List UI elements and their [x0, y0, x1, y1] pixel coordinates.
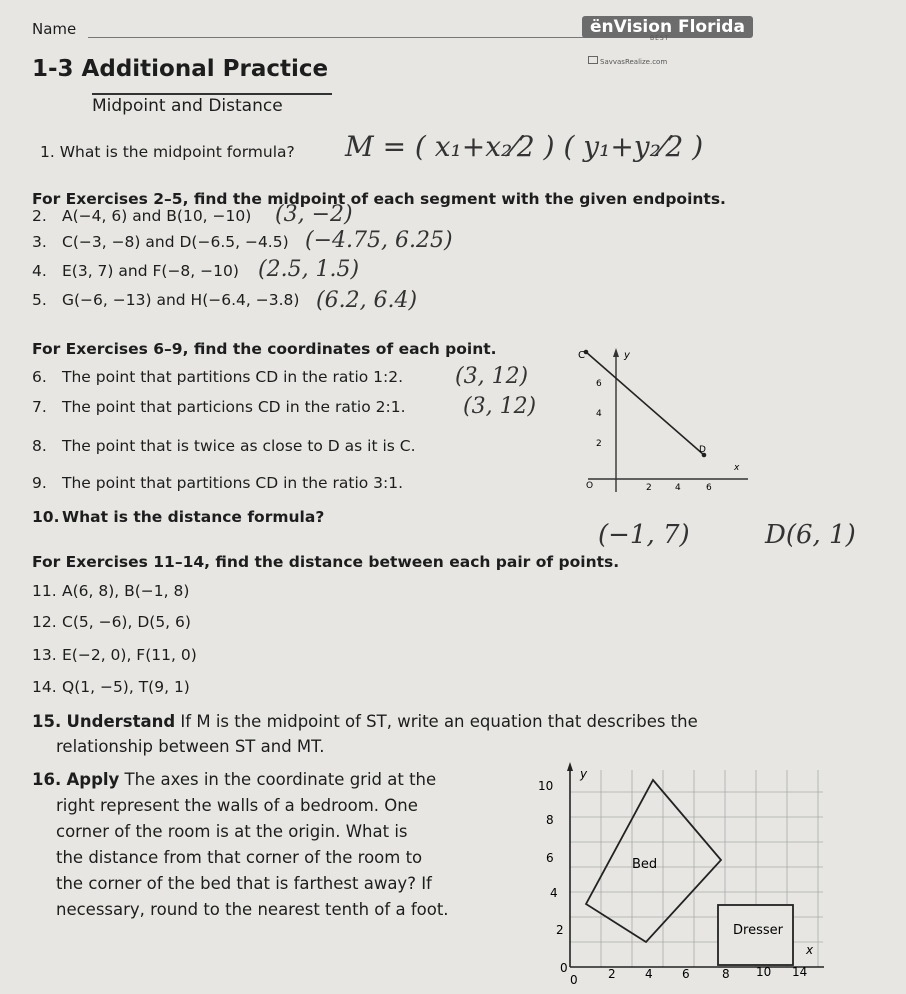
q16-line2: corner of the room is at the origin. What is — [56, 822, 408, 841]
label-bed: Bed — [632, 857, 658, 872]
y-tick-10: 10 — [538, 779, 554, 793]
instructions-11-14: For Exercises 11–14, find the distance between each pair of points. — [32, 553, 620, 571]
y-arrow — [567, 762, 573, 771]
x-tick-8: 8 — [722, 967, 730, 981]
q7-number: 7. — [32, 398, 47, 416]
x-tick-14: 14 — [792, 965, 808, 979]
q2-text: A(−4, 6) and B(10, −10) — [62, 207, 252, 225]
x-tick-6: 6 — [682, 967, 690, 981]
q5-number: 5. — [32, 291, 47, 309]
bedroom-grid — [528, 762, 828, 988]
q15-number: 15. — [32, 712, 62, 731]
instructions-6-9: For Exercises 6–9, find the coordinates of each point. — [32, 340, 497, 358]
y-tick-4: 4 — [596, 409, 602, 419]
page-title: 1-3 Additional Practice — [32, 56, 329, 82]
segment-cd-graph — [568, 342, 758, 500]
page-subtitle: Midpoint and Distance — [92, 96, 283, 116]
q3-text: C(−3, −8) and D(−6.5, −4.5) — [62, 233, 289, 251]
q16-line0: The axes in the coordinate grid at the — [124, 770, 437, 789]
q10-text: What is the distance formula? — [62, 508, 325, 526]
y-tick-2: 2 — [556, 923, 564, 937]
y-tick-6: 6 — [596, 379, 602, 389]
q1-text: What is the midpoint formula? — [59, 143, 295, 161]
title-rule — [92, 93, 332, 95]
segment-cd — [586, 352, 704, 455]
label-x: x — [806, 943, 814, 957]
origin-label: 0 — [560, 961, 568, 975]
name-label: Name — [32, 20, 77, 38]
q4-number: 4. — [32, 262, 47, 280]
q6-number: 6. — [32, 368, 47, 386]
q14-text: Q(1, −5), T(9, 1) — [62, 678, 190, 696]
q7-answer: (3, 12) — [463, 394, 537, 419]
label-y: y — [580, 767, 588, 781]
q15-line1: If M is the midpoint of ST, write an equation that describes the — [180, 712, 698, 731]
q5-text: G(−6, −13) and H(−6.4, −3.8) — [62, 291, 300, 309]
x-tick-10: 10 — [756, 965, 772, 979]
q16-label: Apply — [66, 770, 120, 789]
label-d: D — [699, 445, 706, 455]
q12-text: C(5, −6), D(5, 6) — [62, 613, 191, 631]
q4-text: E(3, 7) and F(−8, −10) — [62, 262, 239, 280]
instructions-2-5: For Exercises 2–5, find the midpoint of each segment with the given endpoints. — [32, 190, 726, 208]
x-tick-origin: O — [586, 481, 594, 491]
q16-line5: necessary, round to the nearest tenth of a foot. — [56, 900, 449, 919]
q1-answer: M = ( x₁+x₂⁄2 ) ( y₁+y₂⁄2 ) — [345, 130, 704, 163]
screen-icon — [588, 56, 598, 64]
q16-line4: the corner of the bed that is farthest away? If — [56, 874, 432, 893]
brand-sub: BEST — [650, 35, 670, 42]
q11-number: 11. — [32, 582, 57, 600]
label-c: C — [578, 350, 585, 361]
q16-line1: right represent the walls of a bedroom. One — [56, 796, 418, 815]
x-tick-2: 2 — [646, 483, 652, 493]
name-line — [88, 37, 588, 38]
q14-number: 14. — [32, 678, 57, 696]
website-label: SavvasRealize.com — [600, 58, 668, 66]
q8-number: 8. — [32, 437, 47, 455]
q1-number: 1. — [40, 143, 55, 161]
q4-answer: (2.5, 1.5) — [258, 257, 360, 282]
x-tick-4: 4 — [645, 967, 653, 981]
x-tick-2: 2 — [608, 967, 616, 981]
q10-answer-b: D(6, 1) — [765, 520, 856, 550]
q10-number: 10. — [32, 508, 60, 526]
q2-answer: (3, −2) — [275, 202, 353, 227]
y-tick-2: 2 — [596, 439, 602, 449]
q11-text: A(6, 8), B(−1, 8) — [62, 582, 190, 600]
question-16 — [32, 770, 436, 789]
q13-number: 13. — [32, 646, 57, 664]
q3-number: 3. — [32, 233, 47, 251]
label-dresser: Dresser — [733, 923, 783, 938]
q6-text: The point that partitions CD in the ratio 1:2. — [62, 368, 404, 386]
q16-number: 16. — [32, 770, 62, 789]
q9-text: The point that partitions CD in the ratio 3:1. — [62, 474, 404, 492]
q10-answer-a: (−1, 7) — [598, 520, 690, 550]
label-x: x — [734, 463, 740, 473]
q16-line3: the distance from that corner of the room to — [56, 848, 423, 867]
y-arrow — [613, 348, 619, 357]
brand-logo: ënVision Florida — [582, 16, 753, 38]
x-tick-0: 0 — [570, 973, 578, 987]
question-15 — [32, 712, 698, 731]
q7-text: The point that particions CD in the ratio 2:1. — [62, 398, 406, 416]
q8-text: The point that is twice as close to D as it is C. — [62, 437, 416, 455]
q3-answer: (−4.75, 6.25) — [305, 228, 453, 253]
q15-line2: relationship between ST and MT. — [56, 737, 325, 756]
y-tick-4: 4 — [550, 886, 558, 900]
q9-number: 9. — [32, 474, 47, 492]
question-1 — [40, 143, 295, 161]
y-tick-6: 6 — [546, 851, 554, 865]
q5-answer: (6.2, 6.4) — [316, 288, 418, 313]
x-tick-6: 6 — [706, 483, 712, 493]
q13-text: E(−2, 0), F(11, 0) — [62, 646, 197, 664]
x-tick-4: 4 — [675, 483, 681, 493]
y-tick-8: 8 — [546, 813, 554, 827]
label-y: y — [624, 350, 630, 361]
q12-number: 12. — [32, 613, 57, 631]
q6-answer: (3, 12) — [455, 364, 529, 389]
q15-label: Understand — [66, 712, 176, 731]
q2-number: 2. — [32, 207, 47, 225]
